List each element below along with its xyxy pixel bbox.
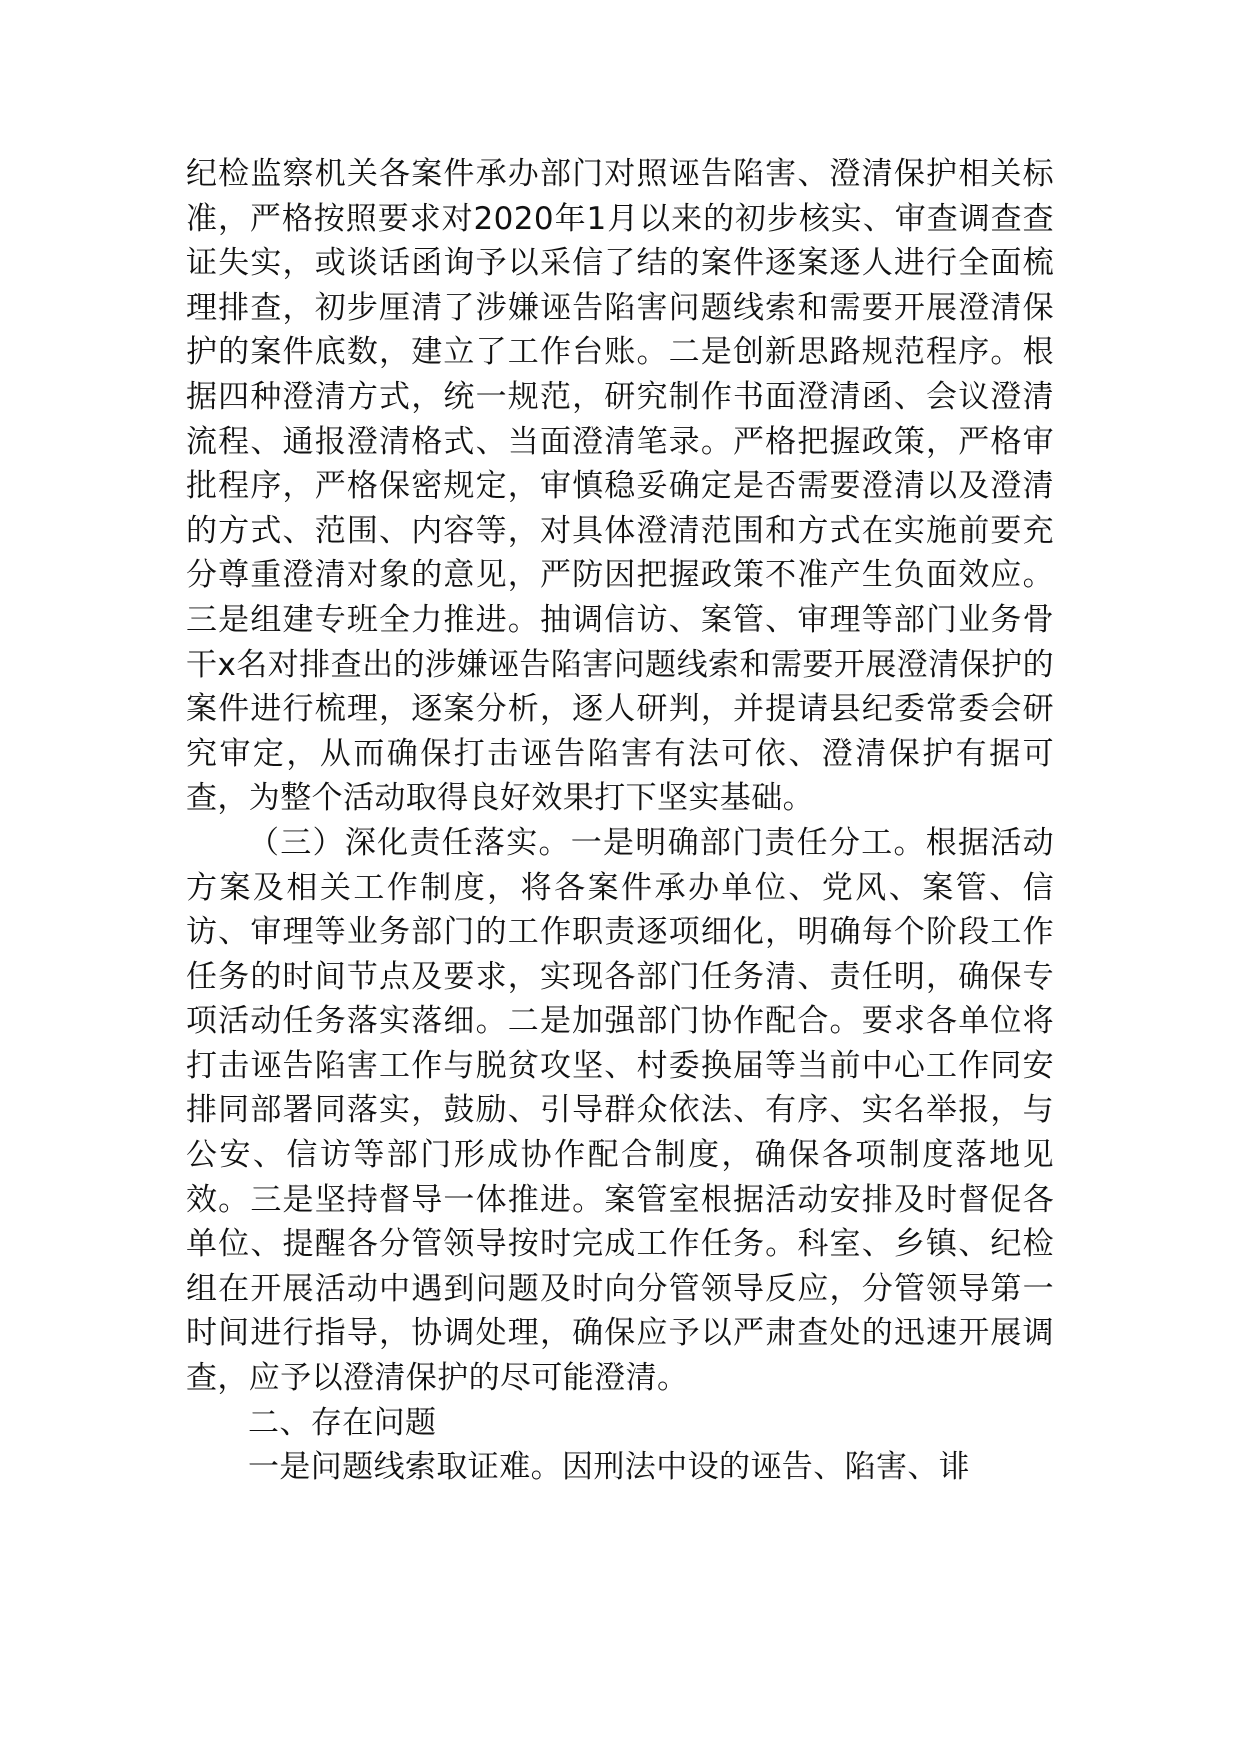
paragraph-problem-one: 一是问题线索取证难。因刑法中设的诬告、陷害、诽 [248,1449,971,1486]
section-heading-problems: 二、存在问题 [248,1404,437,1441]
paragraph-section-three: （三）深化责任落实。一是明确部门责任分工。根据活动方案及相关工作制度，将各案件承办单位、党风、案管、信访、审理等业务部门的工作职责逐项细化，明确每个阶段工作任务的时间节点及要求，实现各部门任务清、责任明，确保专项活动任务落实落细。二是加强部门协作配合。要求各单位将打击诬告陷害工作与脱贫攻坚、村委换届等当前中心工作同安排同部署同落实，鼓励、引导群众依法、有序、实名举报，与公安、信访等部门形成协作配合制度，确保各项制度落地见效。三是坚持督导一体推进。案管室根据活动安排及时督促各单位、提醒各分管领导按时完成工作任务。科室、乡镇、纪检组在开展活动中遇到问题及时向分管领导反应，分管领导第一时间进行指导，协调处理，确保应予以严肃查处的迅速开展调查，应予以澄清保护的尽可能澄清。 [186,824,1054,1397]
paragraph-continued: 纪检监察机关各案件承办部门对照诬告陷害、澄清保护相关标准，严格按照要求对2020年1月以来的初步核实、审查调查查证失实，或谈话函询予以采信了结的案件逐案逐人进行全面梳理排查，初步厘清了涉嫌诬告陷害问题线索和需要开展澄清保护的案件底数，建立了工作台账。二是创新思路规范程序。根据四种澄清方式，统一规范，研究制作书面澄清函、会议澄清流程、通报澄清格式、当面澄清笔录。严格把握政策，严格审批程序，严格保密规定，审慎稳妥确定是否需要澄清以及澄清的方式、范围、内容等，对具体澄清范围和方式在实施前要充分尊重澄清对象的意见，严防因把握政策不准产生负面效应。三是组建专班全力推进。抽调信访、案管、审理等部门业务骨干x名对排查出的涉嫌诬告陷害问题线索和需要开展澄清保护的案件进行梳理，逐案分析，逐人研判，并提请县纪委常委会研究审定，从而确保打击诬告陷害有法可依、澄清保护有据可查，为整个活动取得良好效果打下坚实基础。 [186,156,1054,817]
document-body [186,152,1054,1490]
